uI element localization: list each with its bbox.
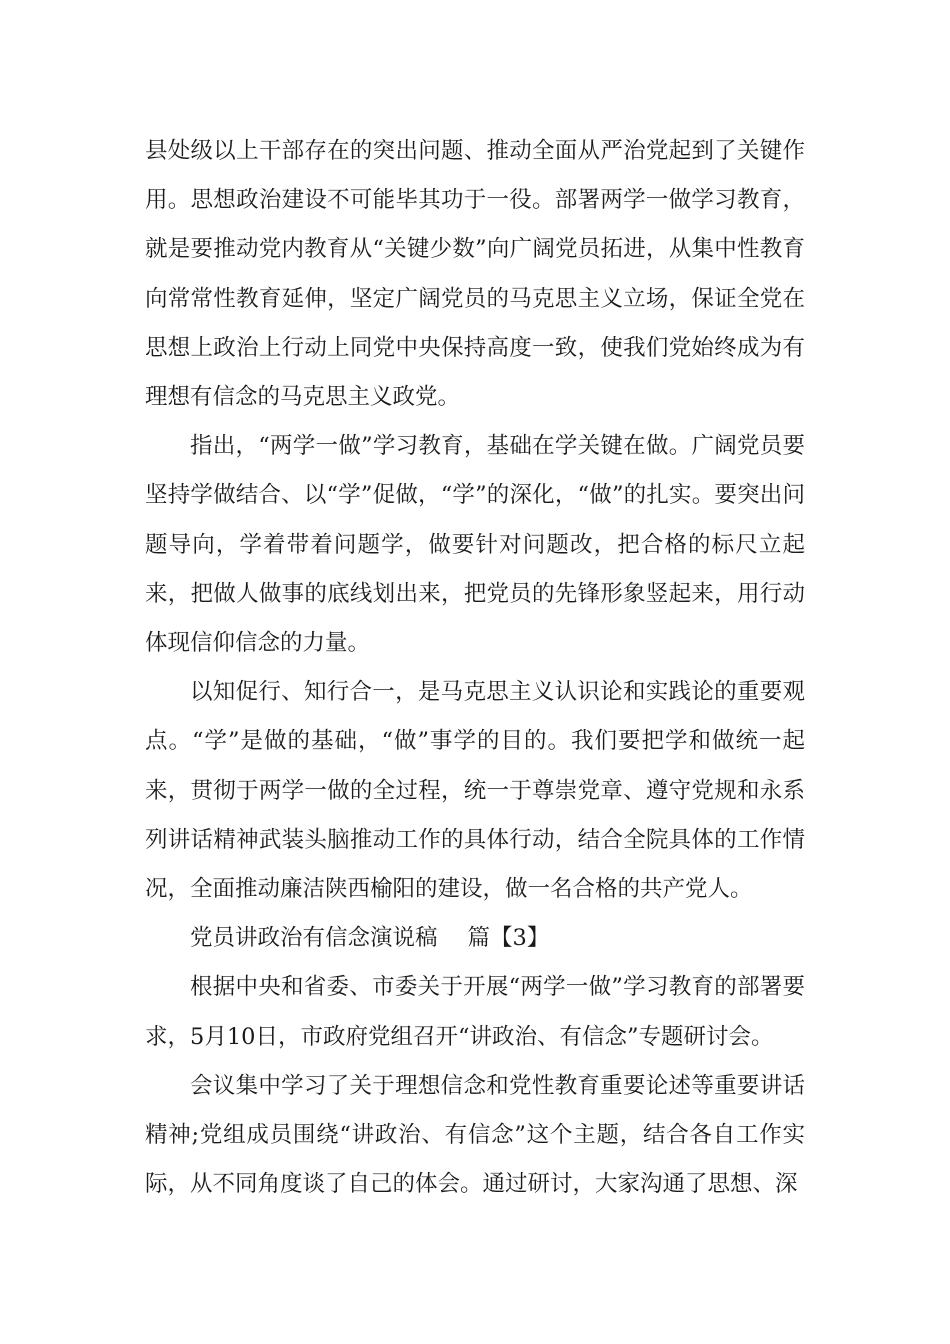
- section-heading: [145, 914, 805, 963]
- paragraph-6: 会议集中学习了关于理想信念和党性教育重要论述等重要讲话精神;党组成员围绕“讲政治、有信念”这个主题，结合各自工作实际，从不同角度谈了自己的体会。通过研讨，大家沟通了思想、深: [145, 1072, 805, 1198]
- paragraph-3: 以知促行、知行合一，是马克思主义认识论和实践论的重要观点。“学”是做的基础，“做”事学的目的。我们要把学和做统一起来，贯彻于两学一做的全过程，统一于尊崇党章、遵守党规和永系列讲话精神武装头脑推动工作的具体行动，结合全院具体的工作情况，全面推动廉洁陕西榆阳的建设，做一名合格的共产党人。: [145, 679, 805, 903]
- document-body: [145, 127, 805, 1209]
- paragraph-2: 指出，“两学一做”学习教育，基础在学关键在做。广阔党员要坚持学做结合、以“学”促做，“学”的深化，“做”的扎实。要突出问题导向，学着带着问题学，做要针对问题改，把合格的标尺立起来，把做人做事的底线划出来，把党员的先锋形象竖起来，用行动体现信仰信念的力量。: [145, 433, 805, 657]
- paragraph-5: 根据中央和省委、市委关于开展“两学一做”学习教育的部署要求，5月10日，市政府党组召开“讲政治、有信念”专题研讨会。: [145, 974, 805, 1050]
- paragraph-1: 县处级以上干部存在的突出问题、推动全面从严治党起到了关键作用。思想政治建设不可能毕其功于一役。部署两学一做学习教育，就是要推动党内教育从“关键少数”向广阔党员拓进，从集中性教育向常常性教育延伸，坚定广阔党员的马克思主义立场，保证全党在思想上政治上行动上同党中央保持高度一致，使我们党始终成为有理想有信念的马克思主义政党。: [145, 138, 805, 411]
- section-heading-title: 党员讲政治有信念演说稿: [190, 925, 438, 952]
- section-heading-part: 篇【3】: [467, 925, 550, 952]
